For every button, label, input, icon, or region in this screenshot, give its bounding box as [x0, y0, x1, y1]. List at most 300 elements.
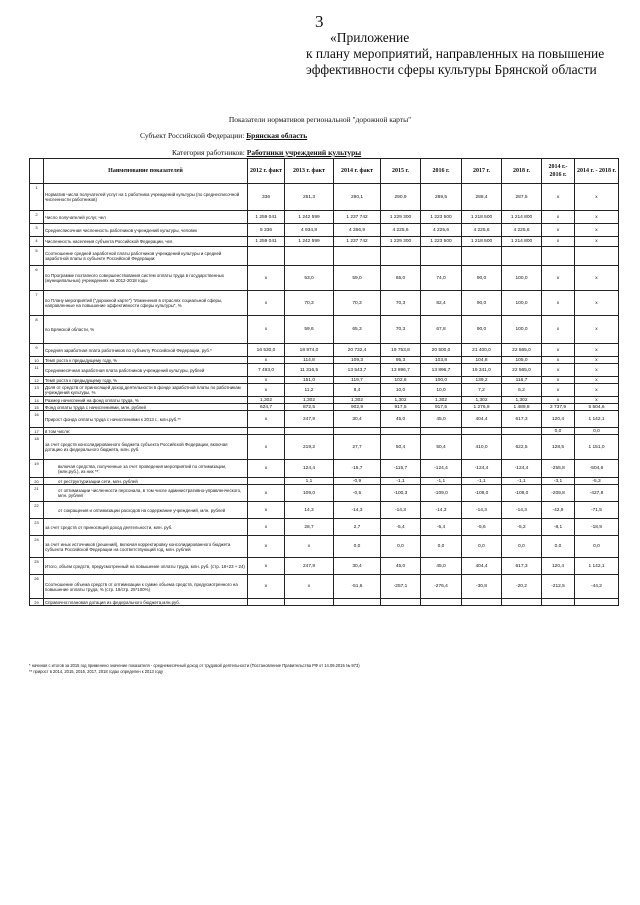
- indicator-value: 1,302: [381, 397, 421, 404]
- indicator-value: х: [542, 397, 575, 404]
- row-number: 2: [30, 211, 44, 224]
- indicator-value: х: [542, 384, 575, 397]
- indicator-value: -14,3: [462, 502, 502, 519]
- indicator-value: 6,2: [502, 384, 542, 397]
- indicator-value: 19 341,0: [462, 364, 502, 377]
- indicator-value: 45,0: [421, 411, 462, 428]
- indicator-value: 1 214 800: [502, 237, 542, 247]
- indicator-value: 617,3: [502, 558, 542, 575]
- row-number: 12: [30, 377, 44, 384]
- indicator-value: 247,9: [285, 558, 334, 575]
- indicator-value: х: [542, 344, 575, 357]
- row-number: 21: [30, 485, 44, 502]
- indicator-value: 1,302: [502, 397, 542, 404]
- indicator-name: от оптимизации численности персонала, в том числе административно-управленческого, млн. рублей: [44, 485, 248, 502]
- indicator-value: -5,2: [502, 519, 542, 536]
- indicator-value: 10,0: [421, 384, 462, 397]
- indicator-value: -3,1: [542, 478, 575, 485]
- indicator-value: 1 229 300: [381, 211, 421, 224]
- indicator-name: по Программе поэтапного совершенствования систем оплаты труда в государственных (муниципальных) учреждениях на 2012-2018 годы: [44, 266, 248, 291]
- row-number: 24: [30, 536, 44, 558]
- row-number: 1: [30, 184, 44, 211]
- indicator-value: [285, 428, 334, 435]
- indicator-value: 4 266,9: [334, 224, 381, 237]
- indicator-value: -5,6: [462, 519, 502, 536]
- table-row: [30, 211, 619, 224]
- indicator-value: -115,7: [381, 460, 421, 478]
- indicator-value: 139,2: [462, 377, 502, 384]
- indicator-name: Прирост фонда оплаты труда с начислениями к 2013 г., млн.руб.**: [44, 411, 248, 428]
- table-row: [30, 344, 619, 357]
- indicator-value: [248, 428, 285, 435]
- indicator-value: 1 242 599: [285, 237, 334, 247]
- indicator-value: 289,5: [421, 184, 462, 211]
- indicator-value: х: [248, 519, 285, 536]
- column-header: 2014 г.- 2016 г.: [542, 159, 575, 184]
- indicator-value: -5,4: [381, 519, 421, 536]
- indicator-value: 95,3: [381, 357, 421, 364]
- indicator-value: х: [285, 536, 334, 558]
- indicator-value: 116,7: [502, 377, 542, 384]
- indicator-name: Норматив числа получателей услуг на 1 работника учреждений культуры (по среднесписочной численности работников): [44, 184, 248, 211]
- indicator-value: х: [575, 266, 619, 291]
- indicator-value: 0,0: [575, 428, 619, 435]
- indicator-value: х: [248, 357, 285, 364]
- row-number: 18: [30, 435, 44, 460]
- table-row: [30, 558, 619, 575]
- indicator-value: 872,5: [285, 404, 334, 411]
- indicator-value: -51,6: [334, 575, 381, 599]
- indicator-value: [381, 428, 421, 435]
- indicator-value: 1 229 300: [381, 237, 421, 247]
- table-row: [30, 428, 619, 435]
- indicator-value: -0,9: [334, 478, 381, 485]
- indicator-value: 18 974,0: [285, 344, 334, 357]
- indicator-value: 74,0: [421, 266, 462, 291]
- indicator-value: х: [542, 377, 575, 384]
- indicator-value: 70,3: [381, 316, 421, 344]
- indicator-value: 251,3: [285, 184, 334, 211]
- indicator-value: х: [248, 435, 285, 460]
- table-row: [30, 485, 619, 502]
- indicator-value: 128,5: [542, 435, 575, 460]
- indicator-value: 59,0: [334, 266, 381, 291]
- indicator-value: х: [248, 502, 285, 519]
- indicator-value: -5,4: [421, 519, 462, 536]
- indicator-value: 622,5: [502, 435, 542, 460]
- indicator-name: по Плану мероприятий ("дорожной карте") "Изменения в отраслях социальной сферы, направленные на повышение эффективности сферы культуры", %: [44, 291, 248, 316]
- appendix-line: к плану мероприятий, направленных на повышение: [306, 46, 605, 61]
- indicator-value: х: [542, 364, 575, 377]
- indicator-value: [334, 247, 381, 266]
- indicator-value: 0,0: [542, 428, 575, 435]
- indicator-value: 219,2: [285, 435, 334, 460]
- indicator-value: -109,0: [421, 485, 462, 502]
- indicator-value: 119,7: [334, 377, 381, 384]
- indicator-value: 1 223 500: [421, 237, 462, 247]
- indicator-value: 120,4: [542, 558, 575, 575]
- indicator-value: 21 400,0: [462, 344, 502, 357]
- indicator-value: 290,1: [334, 184, 381, 211]
- indicator-value: -20,2: [502, 575, 542, 599]
- indicator-name: Фонд оплаты труда с начислениями, млн. рублей: [44, 404, 248, 411]
- indicator-value: -427,8: [575, 485, 619, 502]
- row-number: 9: [30, 344, 44, 357]
- indicator-value: 1,302: [248, 397, 285, 404]
- indicator-value: 0,0: [575, 536, 619, 558]
- table-row: [30, 502, 619, 519]
- indicator-value: 247,9: [285, 411, 334, 428]
- row-number: 15: [30, 404, 44, 411]
- indicator-value: 4 225,6: [502, 224, 542, 237]
- indicator-value: х: [575, 357, 619, 364]
- indicator-value: 102,6: [381, 377, 421, 384]
- indicator-value: [334, 428, 381, 435]
- indicator-value: х: [248, 536, 285, 558]
- indicator-value: 0,0: [334, 536, 381, 558]
- indicator-value: [542, 599, 575, 606]
- indicator-value: 19 753,8: [381, 344, 421, 357]
- row-number: 23: [30, 519, 44, 536]
- indicator-value: х: [575, 384, 619, 397]
- indicator-value: -14,3: [421, 502, 462, 519]
- indicator-value: -1,1: [502, 478, 542, 485]
- column-header: [30, 159, 44, 184]
- indicator-value: [421, 599, 462, 606]
- table-row: [30, 266, 619, 291]
- indicator-name: по Брянской области, %: [44, 316, 248, 344]
- indicator-value: 1 151,0: [575, 435, 619, 460]
- indicator-value: 1 218 500: [462, 211, 502, 224]
- footnote: ** прирост в 2014, 2015, 2016, 2017, 2018 годах определен к 2013 году: [29, 669, 163, 674]
- indicator-value: 114,8: [285, 357, 334, 364]
- indicator-value: х: [285, 575, 334, 599]
- row-number: 4: [30, 237, 44, 247]
- indicator-value: 410,0: [462, 435, 502, 460]
- column-header: 2013 г. факт: [285, 159, 334, 184]
- indicator-value: [421, 428, 462, 435]
- indicator-value: [381, 247, 421, 266]
- indicator-value: 45,0: [381, 558, 421, 575]
- indicator-value: 11,2: [285, 384, 334, 397]
- indicator-value: -109,0: [462, 485, 502, 502]
- indicator-value: 1 242 599: [285, 211, 334, 224]
- indicator-value: х: [575, 364, 619, 377]
- indicator-value: 1 237 742: [334, 237, 381, 247]
- indicator-value: -1,1: [421, 478, 462, 485]
- indicator-value: 1,1: [285, 478, 334, 485]
- indicator-value: х: [248, 291, 285, 316]
- indicator-value: 1 276,9: [462, 404, 502, 411]
- indicator-value: 14,3: [285, 502, 334, 519]
- indicator-name: Темп роста к предыдущему году, %: [44, 377, 248, 384]
- indicator-value: 27,7: [334, 435, 381, 460]
- indicator-name: от реструктуризации сети, млн. рублей: [44, 478, 248, 485]
- indicator-name: Среднесписочная численность работников учреждений культуры, человек: [44, 224, 248, 237]
- indicator-name: Доля от средств от приносящей доход деятельности в фонде заработной платы по работникам учреждений культуры, %: [44, 384, 248, 397]
- indicator-value: 22 565,0: [502, 344, 542, 357]
- table-row: [30, 377, 619, 384]
- indicator-value: -5,3: [575, 478, 619, 485]
- row-number: 14: [30, 397, 44, 404]
- indicator-value: 16 530,0: [248, 344, 285, 357]
- row-number: 13: [30, 384, 44, 397]
- table-row: [30, 357, 619, 364]
- indicator-value: 20 732,4: [334, 344, 381, 357]
- indicator-value: 120,4: [542, 411, 575, 428]
- indicator-value: 109,3: [334, 357, 381, 364]
- indicator-value: 8,4: [334, 384, 381, 397]
- row-number: 17: [30, 428, 44, 435]
- indicator-value: [248, 247, 285, 266]
- indicator-value: х: [248, 485, 285, 502]
- table-row: [30, 536, 619, 558]
- indicator-value: [462, 599, 502, 606]
- indicator-value: 287,5: [502, 184, 542, 211]
- indicator-value: х: [575, 184, 619, 211]
- row-number: 26: [30, 575, 44, 599]
- indicator-value: 290,9: [381, 184, 421, 211]
- indicator-value: -504,6: [575, 460, 619, 478]
- indicator-value: 70,3: [285, 291, 334, 316]
- row-number: 10: [30, 357, 44, 364]
- appendix-heading: [306, 30, 630, 78]
- indicator-name: Итого, объем средств, предусмотренный на повышение оплаты труда, млн. руб. (стр. 18+23 + 24): [44, 558, 248, 575]
- indicator-value: 336: [248, 184, 285, 211]
- indicator-value: х: [248, 266, 285, 291]
- column-header: 2015 г.: [381, 159, 421, 184]
- indicator-value: 902,9: [334, 404, 381, 411]
- row-number: 5: [30, 247, 44, 266]
- indicator-name: Справочно:плановая дотация из федерального бюджета,млн.руб.: [44, 599, 248, 606]
- indicator-value: 45,0: [381, 411, 421, 428]
- indicator-value: -276,4: [421, 575, 462, 599]
- indicator-value: 0,0: [542, 536, 575, 558]
- indicator-value: 404,4: [462, 558, 502, 575]
- table-row: [30, 384, 619, 397]
- indicator-value: 7,2: [462, 384, 502, 397]
- category-line: [172, 148, 361, 157]
- table-row: [30, 575, 619, 599]
- indicator-value: 30,4: [334, 411, 381, 428]
- indicator-value: 90,0: [462, 291, 502, 316]
- table-row: [30, 237, 619, 247]
- column-header: 2017 г.: [462, 159, 502, 184]
- row-number: 11: [30, 364, 44, 377]
- indicator-name: Средняя заработная плата работников по субъекту Российской Федерации, руб.*: [44, 344, 248, 357]
- table-header-row: [30, 159, 619, 184]
- table-row: [30, 404, 619, 411]
- indicator-value: 90,0: [462, 266, 502, 291]
- appendix-line: эффективности сферы культуры Брянской области: [306, 62, 597, 77]
- indicator-value: -44,2: [575, 575, 619, 599]
- indicator-value: 13 896,7: [421, 364, 462, 377]
- indicator-value: -209,8: [542, 485, 575, 502]
- indicator-name: за счет иных источников (решений), включая корректировку консолидированного бюджета субъекта Российской Федерации на соответствующий год, млн. рублей: [44, 536, 248, 558]
- appendix-line: «Приложение: [330, 30, 410, 45]
- indicator-value: [381, 599, 421, 606]
- indicator-value: 1 142,1: [575, 411, 619, 428]
- indicator-value: 65,0: [381, 266, 421, 291]
- row-number: 6: [30, 266, 44, 291]
- indicator-value: 109,0: [285, 485, 334, 502]
- table-row: [30, 291, 619, 316]
- indicator-value: 105,0: [502, 357, 542, 364]
- table-body: [30, 184, 619, 606]
- indicator-value: 65,3: [334, 316, 381, 344]
- indicator-value: [285, 599, 334, 606]
- indicator-value: -14,3: [502, 502, 542, 519]
- indicator-value: 103,8: [421, 357, 462, 364]
- indicator-value: 20 500,0: [421, 344, 462, 357]
- indicator-value: [575, 599, 619, 606]
- indicator-value: 617,3: [502, 411, 542, 428]
- indicator-value: 50,4: [421, 435, 462, 460]
- table-row: [30, 316, 619, 344]
- row-number: 29: [30, 599, 44, 606]
- indicator-value: -8,1: [542, 519, 575, 536]
- indicator-value: 82,4: [421, 291, 462, 316]
- indicator-value: [575, 247, 619, 266]
- indicator-name: за счет средств консолидированного бюджета субъекта Российской Федерации, включая дотацию из федерального бюджета, млн. руб.: [44, 435, 248, 460]
- indicator-value: -42,9: [542, 502, 575, 519]
- indicator-name: за счет средств от приносящей доход деятельности, млн. руб.: [44, 519, 248, 536]
- indicator-value: х: [575, 291, 619, 316]
- indicator-value: х: [542, 291, 575, 316]
- footnote: * начиная с итогов за 2015 год применено значение показателя - среднемесячный доход от трудовой деятельности (Постановление Правительства РФ от 14.09.2015 № 973): [29, 663, 360, 668]
- indicator-value: 5 504,6: [575, 404, 619, 411]
- indicator-value: 4 225,6: [381, 224, 421, 237]
- row-number: 3: [30, 224, 44, 237]
- indicator-value: х: [248, 558, 285, 575]
- indicator-value: 28,7: [285, 519, 334, 536]
- table-row: [30, 247, 619, 266]
- indicator-name: Соотношение средней заработной платы работников учреждений культуры и средней заработной платы в субъекте Российской Федерации:: [44, 247, 248, 266]
- indicator-value: 13 896,7: [381, 364, 421, 377]
- column-header: 2018 г.: [502, 159, 542, 184]
- indicator-value: -71,5: [575, 502, 619, 519]
- indicator-value: -124,4: [502, 460, 542, 478]
- indicator-value: х: [248, 411, 285, 428]
- row-number: 22: [30, 502, 44, 519]
- subject-value: Брянская область: [246, 131, 308, 140]
- indicator-name: Соотношение объема средств от оптимизации к сумме объема средств, предусмотренного на повышение оплаты труда, % (стр. 19/стр. 25*100%): [44, 575, 248, 599]
- indicator-value: 1 489,8: [502, 404, 542, 411]
- table-row: [30, 519, 619, 536]
- table-row: [30, 224, 619, 237]
- indicator-value: х: [575, 237, 619, 247]
- category-label: Категория работников:: [172, 148, 245, 157]
- indicator-value: [542, 247, 575, 266]
- indicator-value: 1,302: [334, 397, 381, 404]
- indicator-value: х: [248, 384, 285, 397]
- indicator-value: 4 225,6: [462, 224, 502, 237]
- indicator-value: х: [248, 575, 285, 599]
- row-number: 7: [30, 291, 44, 316]
- column-header: 2012 г. факт: [248, 159, 285, 184]
- indicator-value: 1,302: [285, 397, 334, 404]
- indicator-value: [462, 428, 502, 435]
- indicator-value: -212,5: [542, 575, 575, 599]
- indicator-value: х: [248, 316, 285, 344]
- indicator-value: 100,0: [502, 266, 542, 291]
- indicator-value: 1 259 041: [248, 237, 285, 247]
- indicator-value: 1 142,1: [575, 558, 619, 575]
- indicator-value: 4 934,8: [285, 224, 334, 237]
- row-number: 20: [30, 478, 44, 485]
- indicator-value: 1 214 800: [502, 211, 542, 224]
- indicator-value: х: [542, 184, 575, 211]
- indicator-value: х: [575, 224, 619, 237]
- indicator-value: 0,0: [381, 536, 421, 558]
- indicator-value: -109,0: [502, 485, 542, 502]
- table-row: [30, 411, 619, 428]
- indicator-value: -30,8: [462, 575, 502, 599]
- indicator-value: 90,0: [462, 316, 502, 344]
- row-number: 19: [30, 460, 44, 478]
- indicator-value: х: [542, 211, 575, 224]
- subject-line: [140, 131, 307, 140]
- indicator-value: 917,5: [381, 404, 421, 411]
- indicator-value: -255,8: [542, 460, 575, 478]
- indicator-value: 1 237 742: [334, 211, 381, 224]
- indicator-value: 288,4: [462, 184, 502, 211]
- indicator-value: х: [248, 377, 285, 384]
- indicator-value: [248, 478, 285, 485]
- indicator-name: Размер начислений на фонд оплаты труда, %: [44, 397, 248, 404]
- indicator-value: [462, 247, 502, 266]
- indicator-value: 59,6: [285, 316, 334, 344]
- column-header: 2014 г. - 2018 г.: [575, 159, 619, 184]
- indicator-value: 22 565,0: [502, 364, 542, 377]
- indicator-name: Число получателей услуг, чел: [44, 211, 248, 224]
- indicator-value: -0,5: [334, 485, 381, 502]
- indicator-value: 13 543,7: [334, 364, 381, 377]
- indicator-value: 1 218 500: [462, 237, 502, 247]
- table-row: [30, 397, 619, 404]
- indicator-value: 67,8: [421, 316, 462, 344]
- column-header: 2014 г. факт: [334, 159, 381, 184]
- subject-label: Субъект Российской Федерации:: [140, 131, 245, 140]
- indicator-value: х: [575, 344, 619, 357]
- indicator-value: 50,4: [381, 435, 421, 460]
- indicator-value: 100,0: [421, 377, 462, 384]
- indicator-value: х: [542, 237, 575, 247]
- indicator-value: 0,0: [421, 536, 462, 558]
- indicator-value: 45,0: [421, 558, 462, 575]
- table-row: [30, 460, 619, 478]
- indicator-value: 53,0: [285, 266, 334, 291]
- indicator-name: Численность населения субъекта Российской Федерации, чел.: [44, 237, 248, 247]
- indicator-value: х: [542, 357, 575, 364]
- indicator-value: -14,3: [381, 502, 421, 519]
- table-row: [30, 364, 619, 377]
- indicator-value: 11 316,5: [285, 364, 334, 377]
- page-number: 3: [315, 12, 324, 31]
- indicator-value: 0,0: [502, 536, 542, 558]
- indicator-value: 30,4: [334, 558, 381, 575]
- indicator-name: от сокращения и оптимизации расходов на содержание учреждений, млн. рублей: [44, 502, 248, 519]
- row-number: 16: [30, 411, 44, 428]
- indicator-value: х: [575, 211, 619, 224]
- indicator-value: 7 493,0: [248, 364, 285, 377]
- indicator-value: х: [248, 460, 285, 478]
- indicator-value: 0,0: [462, 536, 502, 558]
- indicator-value: [502, 247, 542, 266]
- indicator-value: 100,0: [502, 316, 542, 344]
- indicator-value: -1,1: [381, 478, 421, 485]
- indicator-value: [502, 599, 542, 606]
